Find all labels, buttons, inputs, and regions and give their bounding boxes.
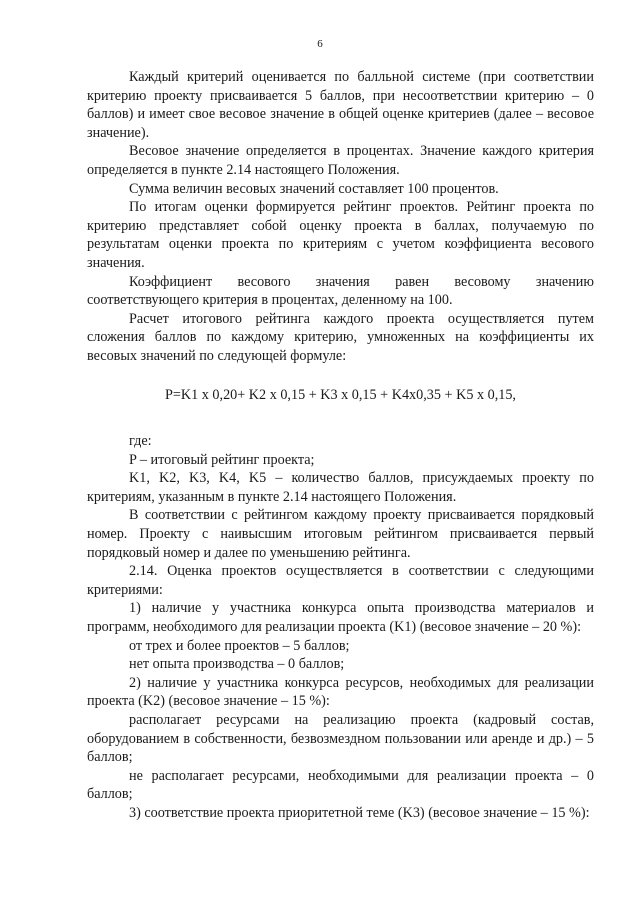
paragraph-criteria-scoring: Каждый критерий оценивается по балльной системе (при соответствии критерию проекту присваивается 5 баллов, при несоответствии критерию – 0 баллов) и имеет свое весовое значение в общей оценке критериев (далее – весовое значение). [87,69,594,141]
paragraph-calculation: Расчет итогового рейтинга каждого проекта осуществляется путем сложения баллов по каждому критерию, умноженных на коэффициенты их весовых значений по следующей формуле: [87,310,594,364]
criterion-k2-option-5: располагает ресурсами на реализацию проекта (кадровый состав, оборудованием в собственности, безвозмездном пользовании или аренде и др.) – 5 баллов; [87,712,594,766]
paragraph-p-definition: P – итоговый рейтинг проекта; [129,451,315,468]
criterion-k1: 1) наличие у участника конкурса опыта производства материалов и программ, необходимого для реализации проекта (K1) (весовое значение – 20 %): [87,600,594,636]
criterion-k1-option-5: от трех и более проектов – 5 баллов; [129,637,350,654]
criterion-k2: 2) наличие у участника конкурса ресурсов, необходимых для реализации проекта (K2) (весовое значение – 15 %): [87,674,594,710]
paragraph-weight-sum: Сумма величин весовых значений составляет 100 процентов. [129,180,499,197]
paragraph-coefficient: Коэффициент весового значения равен весовому значению соответствующего критерия в процентах, деленному на 100. [87,273,594,309]
paragraph-section-2-14: 2.14. Оценка проектов осуществляется в соответствии с следующими критериями: [87,563,594,598]
document-body [87,68,594,823]
criterion-k3: 3) соответствие проекта приоритетной теме (K3) (весовое значение – 15 %): [129,804,590,821]
rating-formula: P=K1 x 0,20+ K2 x 0,15 + K3 x 0,15 + K4x0,35 + K5 x 0,15, [165,386,516,403]
paragraph-rating: По итогам оценки формируется рейтинг проектов. Рейтинг проекта по критерию представляет собой оценку проекта в баллах, получаемую по результатам оценки проекта по критериям с учетом коэффициента весового значения. [87,199,594,271]
paragraph-weight-definition: Весовое значение определяется в процентах. Значение каждого критерия определяется в пункте 2.14 настоящего Положения. [87,143,594,178]
paragraph-where: где: [129,433,152,450]
paragraph-k-definition: K1, K2, K3, K4, K5 – количество баллов, присуждаемых проекту по критериям, указанным в пункте 2.14 настоящего Положения. [87,470,594,505]
page-number: 6 [317,38,323,50]
criterion-k2-option-0: не располагает ресурсами, необходимыми для реализации проекта – 0 баллов; [87,767,594,803]
paragraph-ordinal-number: В соответствии с рейтингом каждому проекту присваивается порядковый номер. Проекту с наивысшим итоговым рейтингом присваивается первый порядковый номер и далее по уменьшению рейтинга. [87,507,594,561]
criterion-k1-option-0: нет опыта производства – 0 баллов; [129,656,345,673]
